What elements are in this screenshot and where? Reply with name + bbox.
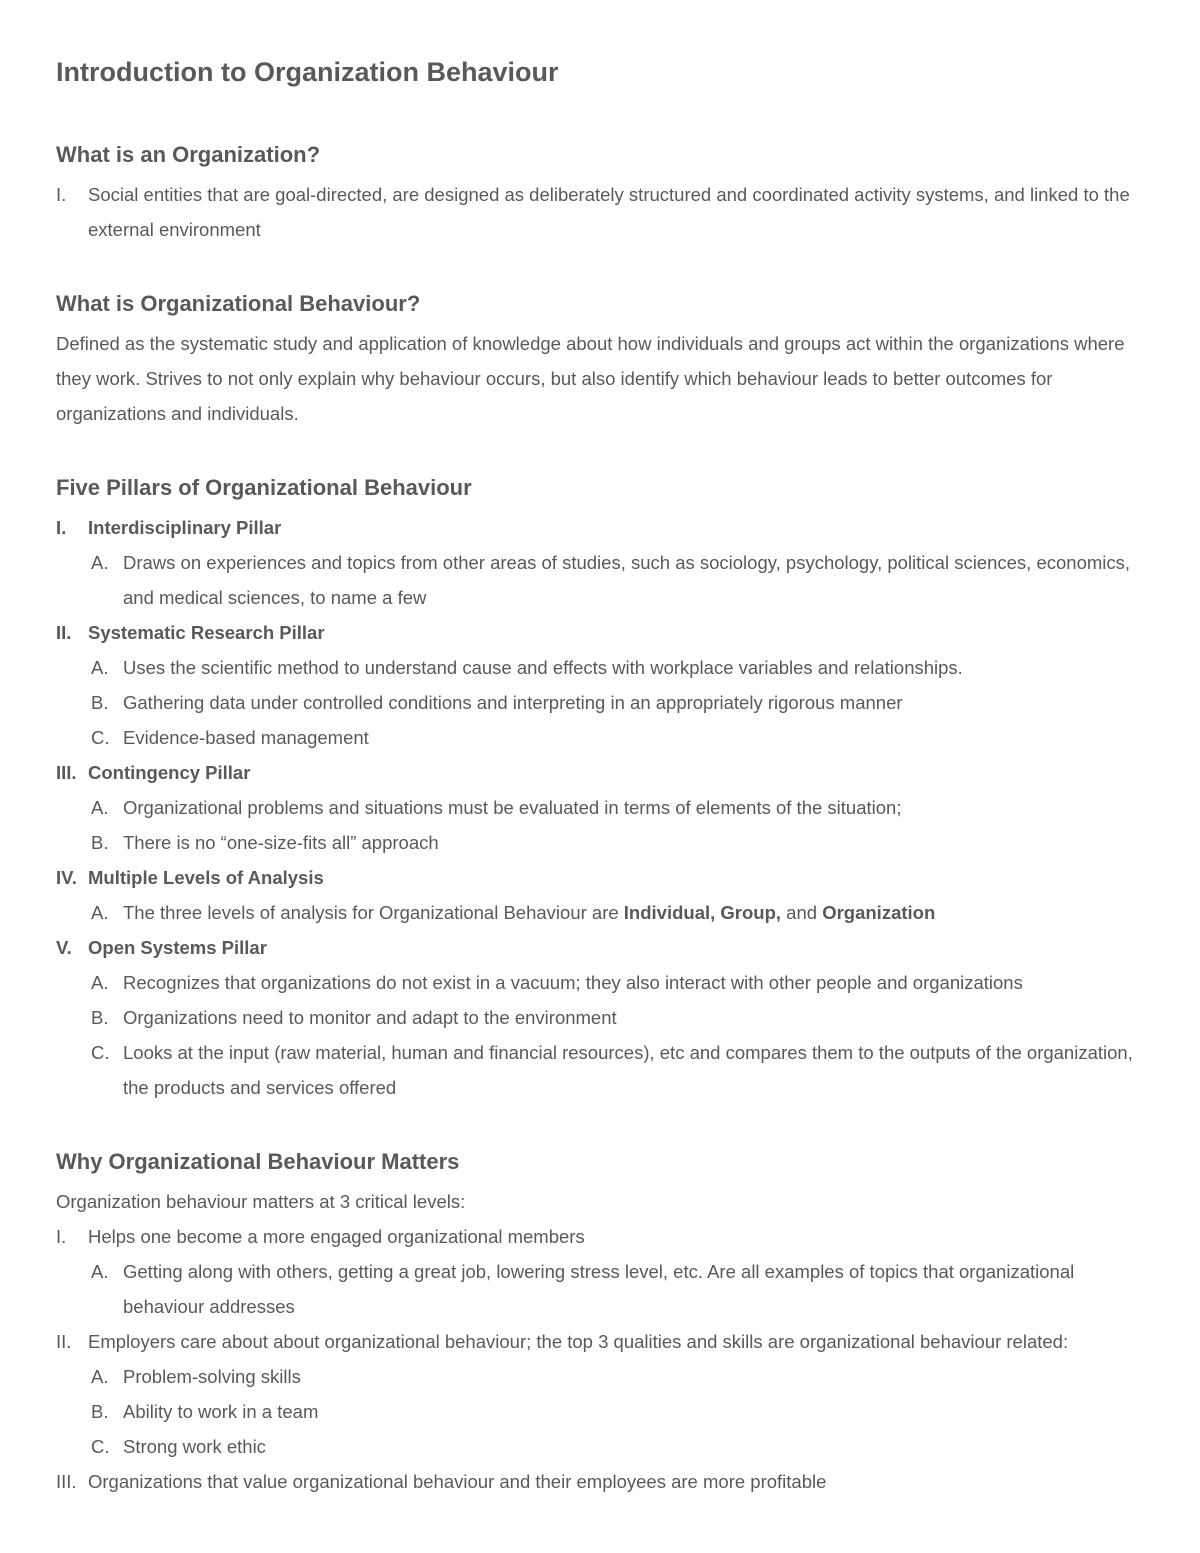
list-marker: A.: [91, 657, 109, 678]
section-what-is-ob: [56, 289, 1144, 431]
list-item: [56, 1359, 1144, 1394]
list-item-text: Strong work ethic: [123, 1436, 266, 1457]
text-middle: and: [781, 902, 823, 923]
list-marker: C.: [91, 727, 110, 748]
list-marker: II.: [56, 1331, 72, 1352]
list-item-text: Organizational problems and situations must be evaluated in terms of elements of the situation;: [123, 797, 902, 818]
list-marker: B.: [91, 1007, 109, 1028]
list-item-text: Organizations need to monitor and adapt to the environment: [123, 1007, 617, 1028]
list-marker: B.: [91, 1401, 109, 1422]
pillar-heading: [56, 615, 1144, 650]
list-item: [56, 1254, 1144, 1324]
list-marker: A.: [91, 902, 109, 923]
list-item: [56, 1464, 1144, 1499]
list-item-text: Uses the scientific method to understand cause and effects with workplace variables and relationships.: [123, 657, 963, 678]
list-marker: A.: [91, 1366, 109, 1387]
list-item: [56, 685, 1144, 720]
page-title: Introduction to Organization Behaviour: [56, 57, 559, 87]
list-item-text: There is no “one-size-fits all” approach: [123, 832, 439, 853]
list-item: [56, 650, 1144, 685]
list-item-text: [123, 895, 1144, 930]
list-marker: V.: [56, 937, 72, 958]
list-marker: C.: [91, 1436, 110, 1457]
list-marker: A.: [91, 1261, 109, 1282]
list-marker: I.: [56, 184, 67, 205]
pillar-label: Interdisciplinary Pillar: [88, 517, 282, 538]
list-item-text: Recognizes that organizations do not exist in a vacuum; they also interact with other people and organizations: [123, 972, 1023, 993]
list-marker: A.: [91, 797, 109, 818]
list-marker: A.: [91, 972, 109, 993]
list-item: [56, 1394, 1144, 1429]
pillar-label: Multiple Levels of Analysis: [88, 867, 324, 888]
list-marker: B.: [91, 692, 109, 713]
list-item-text: Social entities that are goal-directed, are designed as deliberately structured and coordinated activity systems, and linked to the external environment: [88, 184, 1130, 240]
section-what-is-organization: [56, 140, 1144, 247]
section-intro: Organization behaviour matters at 3 critical levels:: [56, 1191, 466, 1212]
pillar-heading: [56, 510, 1144, 545]
section-paragraph: Defined as the systematic study and application of knowledge about how individuals and groups act within the organizations where they work. Strives to not only explain why behaviour occurs, but also identify which behaviour leads to better outcomes for organizations and individuals.: [56, 333, 1125, 424]
list-item: [56, 545, 1144, 615]
text-prefix: The three levels of analysis for Organizational Behaviour are: [123, 902, 624, 923]
list-marker: III.: [56, 1471, 77, 1492]
section-heading: What is an Organization?: [56, 142, 321, 167]
list-item: [56, 177, 1144, 247]
list-marker: B.: [91, 832, 109, 853]
list-marker: I.: [56, 517, 67, 538]
list-item: [56, 895, 1144, 930]
list-item-text: Evidence-based management: [123, 727, 369, 748]
pillar-label: Contingency Pillar: [88, 762, 251, 783]
bold-levels: Individual, Group,: [623, 902, 782, 923]
list-item-text: Employers care about about organizational behaviour; the top 3 qualities and skills are organizational behaviour related:: [88, 1331, 1069, 1352]
list-marker: I.: [56, 1226, 67, 1247]
pillar-heading: [56, 930, 1144, 965]
list-marker: IV.: [56, 867, 77, 888]
list-item: [56, 1324, 1144, 1359]
list-item-text: Gathering data under controlled conditions and interpreting in an appropriately rigorous manner: [123, 692, 903, 713]
section-heading: What is Organizational Behaviour?: [56, 291, 421, 316]
bold-organization: Organization: [822, 902, 936, 923]
list-item: [56, 1000, 1144, 1035]
pillar-label: Systematic Research Pillar: [88, 622, 325, 643]
list-marker: A.: [91, 552, 109, 573]
list-item: [56, 1035, 1144, 1105]
list-item-text: Getting along with others, getting a great job, lowering stress level, etc. Are all examples of topics that organizational behaviour addresses: [123, 1261, 1075, 1317]
section-heading: Why Organizational Behaviour Matters: [56, 1149, 460, 1174]
list-marker: II.: [56, 622, 72, 643]
list-item: [56, 1429, 1144, 1464]
list-item: [56, 790, 1144, 825]
list-item: [56, 720, 1144, 755]
list-marker: C.: [91, 1042, 110, 1063]
list-item-text: Draws on experiences and topics from other areas of studies, such as sociology, psychology, political sciences, economics, and medical sciences, to name a few: [123, 552, 1131, 608]
list-item-text: Organizations that value organizational behaviour and their employees are more profitable: [88, 1471, 827, 1492]
list-item: [56, 965, 1144, 1000]
section-why-ob-matters: [56, 1147, 1144, 1499]
list-item-text: Problem-solving skills: [123, 1366, 301, 1387]
list-item-text: Looks at the input (raw material, human and financial resources), etc and compares them to the outputs of the organization, the products and services offered: [123, 1042, 1133, 1098]
section-five-pillars: [56, 473, 1144, 1105]
list-marker: III.: [56, 762, 77, 783]
list-item-text: Ability to work in a team: [123, 1401, 319, 1422]
list-item: [56, 825, 1144, 860]
pillar-heading: [56, 755, 1144, 790]
list-item-text: Helps one become a more engaged organizational members: [88, 1226, 585, 1247]
pillar-heading: [56, 860, 1144, 895]
section-heading: Five Pillars of Organizational Behaviour: [56, 475, 472, 500]
pillar-label: Open Systems Pillar: [88, 937, 267, 958]
list-item: [56, 1219, 1144, 1254]
